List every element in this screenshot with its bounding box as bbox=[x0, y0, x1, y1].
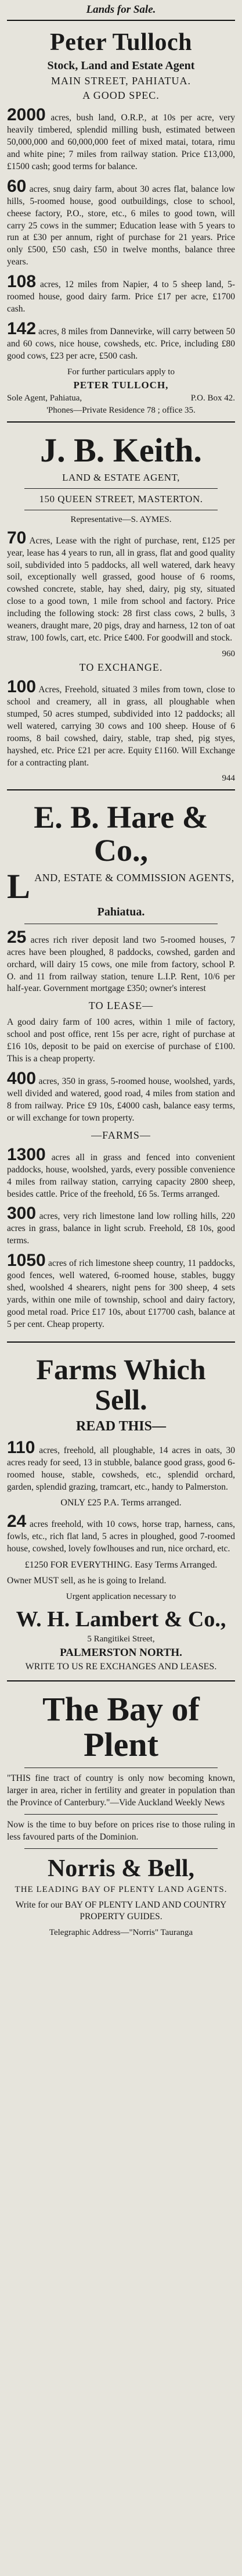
agent-subtitle-block bbox=[7, 867, 235, 906]
exchange-note: WRITE TO US RE EXCHANGES AND LEASES. bbox=[25, 1662, 217, 1672]
ad-eb-hare bbox=[7, 790, 235, 1342]
agent-subtitle: Stock, Land and Estate Agent bbox=[47, 59, 195, 73]
listing-text: acres, snug dairy farm, about 30 acres flat, balance low hills, 5-roomed house, good outbuildings, close to school, cheese factory, P.O., store, etc., 6 miles to good town, will carry 25 cows in the summer; Education lease with 5 years to run at £30 per annum, right of purchase for 21 years. Price only £500, £50 cash, £50 in twelve months, balance three years. bbox=[7, 184, 235, 267]
listing bbox=[7, 529, 235, 645]
ad-subheading: READ THIS— bbox=[76, 1418, 166, 1434]
telegraph-address: Telegraphic Address—"Norris" Tauranga bbox=[49, 1928, 193, 1938]
quote: "THIS fine tract of country is only now becoming known, larger in area, richer in fertility and greater in population than the Province of Canterbury."—Vide Auckland Weekly News bbox=[7, 1773, 235, 1808]
agent-subtitle: LAND & ESTATE AGENT, bbox=[62, 471, 180, 483]
listing bbox=[7, 1252, 235, 1331]
listing-text: acres, very rich limestone land low rolling hills, 220 acres in grass, balance in light scrub. Freehold, £8 10s, good terms. bbox=[7, 1211, 236, 1246]
agent-address: 5 Rangitikei Street, bbox=[87, 1634, 155, 1644]
listing-text: acres, bush land, O.R.P., at 10s per acre, very heavily timbered, splendid milling bush, estimated between 50,000,000 and 60,000,000 feet of mixed matai, totara, rimu and white pine; 7 miles from railway station. Price £13,000, £1500 cash; good terms for balance. bbox=[7, 113, 235, 171]
lease-text: A good dairy farm of 100 acres, within 1 mile of factory, school and post office, rent 15s per acre, right of purchase at £16 10s, deposit to be paid on exercise of purchase of £100. This is a cheap property. bbox=[7, 1017, 235, 1064]
listing bbox=[7, 1513, 235, 1555]
cta: Write for our BAY OF PLENTY LAND AND COUNTRY PROPERTY GUIDES. bbox=[15, 1899, 227, 1922]
representative: Representative—S. AYMES. bbox=[70, 514, 172, 524]
agent-address: MAIN STREET, PAHIATUA. bbox=[50, 75, 191, 87]
listing-acres: 25 bbox=[7, 927, 27, 947]
listing-text: acres all in grass and fenced into convenient paddocks, house, woolshed, yards, every possible convenience 4 miles from railway station, carrying capacity 2800 sheep, besides cattle. Price of the freehold, £6 5s. Terms arranged. bbox=[7, 1152, 236, 1199]
listing-text: acres, freehold, all ploughable, 14 acres in oats, 30 acres ready for seed, 13 in stubble, balance good grass, good 6-roomed house, stable, cowsheds, etc., splendid orchard, garden, splendid grazing, tramcart, etc., handy to Palmerston. bbox=[7, 1445, 235, 1492]
contact-right: P.O. Box 42. bbox=[190, 393, 235, 403]
listing bbox=[7, 929, 235, 996]
ad-bay-of-plenty bbox=[7, 1681, 235, 1938]
drop-cap: L bbox=[7, 867, 31, 906]
agent-name: Norris & Bell, bbox=[47, 1855, 195, 1882]
listing bbox=[7, 320, 235, 363]
section-heading: —FARMS— bbox=[91, 1129, 151, 1141]
listing-acres: 60 bbox=[7, 176, 27, 196]
ad-jb-keith bbox=[7, 423, 235, 791]
listing-acres: 24 bbox=[7, 1512, 27, 1532]
listing bbox=[7, 678, 235, 769]
listing-acres: 100 bbox=[7, 677, 37, 696]
section-heading: TO EXCHANGE. bbox=[79, 661, 163, 673]
listing-text: acres freehold, with 10 cows, horse trap, harness, cans, fowls, etc., rich flat land, 5 acres in ploughed, good 7-roomed house, cowshed, lovely fowlhouses and run, nice orchard, etc. bbox=[7, 1519, 235, 1554]
listing-text: acres of rich limestone sheep country, 11 paddocks, good fences, well watered, 6-roomed house, stables, buggy shed, woolshed 4 shearers, night pens for 300 sheep, 4 sets yards, within one mile of township, school and dairy factory, good metal road. Price £17 10s, about £17700 cash, balance at 5 per cent. Cheap property. bbox=[7, 1258, 235, 1329]
listing-acres: 1050 bbox=[7, 1251, 46, 1271]
agent-name: J. B. Keith. bbox=[40, 431, 202, 469]
divider bbox=[24, 1848, 218, 1849]
contact-left: Sole Agent, Pahiatua, bbox=[7, 393, 82, 403]
ad-title: The Bay of Plent bbox=[42, 1690, 200, 1764]
listing-text: Acres, Freehold, situated 3 miles from town, close to school and creamery, all in grass, all ploughable when stumped, 50 acres stumped, subdivided into 12 paddocks; all well watered, carrying 30 cows and 100 sheep. House of 6 rooms, 8 bail cowshed, dairy, stable, trap shed, pig styes, hayshed, etc. Price £21 per acre. Equity £1160. Will Exchange for a contracting plant. bbox=[7, 684, 235, 768]
agent-address: 150 QUEEN STREET, MASTERTON. bbox=[39, 493, 203, 505]
divider bbox=[24, 1814, 218, 1815]
ad-title: Farms Which Sell. bbox=[36, 1353, 206, 1416]
reference-number: 960 bbox=[222, 649, 235, 659]
phones: 'Phones—Private Residence 78 ; office 35. bbox=[46, 405, 196, 415]
ad-farms-which-sell bbox=[7, 1343, 235, 1681]
contact-row bbox=[7, 393, 235, 403]
listing bbox=[7, 273, 235, 316]
tagline: THE LEADING BAY OF PLENTY LAND AGENTS. bbox=[15, 1884, 227, 1894]
listing-acres: 70 bbox=[7, 528, 27, 548]
price-line: £1250 FOR EVERYTHING. Easy Terms Arranged. bbox=[24, 1560, 218, 1570]
note: Owner MUST sell, as he is going to Ireland. bbox=[7, 1576, 167, 1586]
agent-city: PALMERSTON NORTH. bbox=[60, 1647, 182, 1659]
divider bbox=[24, 488, 218, 489]
agent-name: Peter Tulloch bbox=[50, 29, 192, 56]
listing-acres: 142 bbox=[7, 319, 37, 339]
agent-location: Pahiatua. bbox=[97, 905, 145, 918]
agent-name: E. B. Hare & Co., bbox=[34, 800, 208, 868]
listing bbox=[7, 178, 235, 269]
listing-acres: 108 bbox=[7, 272, 37, 292]
section-heading: TO LEASE— bbox=[88, 1000, 154, 1012]
listing-text: acres rich river deposit land two 5-roomed houses, 7 acres have been ploughed, 8 paddocks, cowshed, garden and orchard, will dairy 15 cows, one mile from factory, school P. O. and 11 from railway station, tenure L.I.P. Rent, 10/6 per half-year. Government mortgage £350; owner's interest bbox=[7, 935, 235, 994]
agent-signature: PETER TULLOCH, bbox=[73, 379, 169, 391]
ad-peter-tulloch bbox=[7, 21, 235, 423]
section-header: Lands for Sale. bbox=[7, 2, 235, 21]
listing-text: Acres, Lease with the right of purchase, rent, £125 per year, lease has 4 years to run, all in grass, flat and good quality soil, subdivided into 5 paddocks, all well watered, dark heavy soil, exceptionally well grassed, good house of 6 rooms, cowshed concrete, stable, hay shed, dairy, pig sty, situated close to a good town, 1 mile from school and factory. Price including the following stock: 28 first class cows, 2 bulls, 3 weaners, draught mare, 20 pigs, dray and harness, 12 ton of oat straw, 100 fowls, cart, etc. Price £400. For goodwill and stock. bbox=[7, 535, 235, 643]
agent-name: W. H. Lambert & Co., bbox=[16, 1607, 226, 1632]
listing bbox=[7, 1146, 235, 1201]
urgent-line: Urgent application necessary to bbox=[66, 1592, 176, 1602]
section-heading: A GOOD SPEC. bbox=[82, 90, 160, 102]
price-line: ONLY £25 P.A. Terms arranged. bbox=[60, 1498, 182, 1508]
listing bbox=[7, 106, 235, 173]
listing-acres: 110 bbox=[7, 1437, 35, 1457]
listing bbox=[7, 1439, 235, 1494]
listing-text: acres, 350 in grass, 5-roomed house, woolshed, yards, well divided and watered, good road, 4 miles from station and 8 from railway. Price £9 10s, £4000 cash, balance easy terms, or will exchange for town property. bbox=[7, 1076, 236, 1123]
listing-text: acres, 12 miles from Napier, 4 to 5 sheep land, 5-roomed house, good dairy farm. Price £17 per acre, £1700 cash. bbox=[7, 280, 235, 314]
agent-subtitle: AND, ESTATE & COMMISSION AGENTS, bbox=[34, 871, 234, 883]
listing bbox=[7, 1205, 235, 1247]
closing-text: For further particulars apply to bbox=[67, 367, 175, 377]
listing-text: acres, 8 miles from Dannevirke, will carry between 50 and 60 cows, nice house, cowsheds, etc. Price, including £80 good cows, £23 per acre, £500 cash. bbox=[7, 327, 235, 361]
listing-acres: 2000 bbox=[7, 105, 46, 125]
body-text: Now is the time to buy before on prices rise to those ruling in less favoured parts of the Dominion. bbox=[7, 1819, 235, 1842]
listing-acres: 1300 bbox=[7, 1144, 46, 1164]
listing-acres: 400 bbox=[7, 1069, 37, 1089]
listing bbox=[7, 1070, 235, 1125]
listing-acres: 300 bbox=[7, 1204, 37, 1223]
reference-number: 944 bbox=[222, 774, 235, 783]
